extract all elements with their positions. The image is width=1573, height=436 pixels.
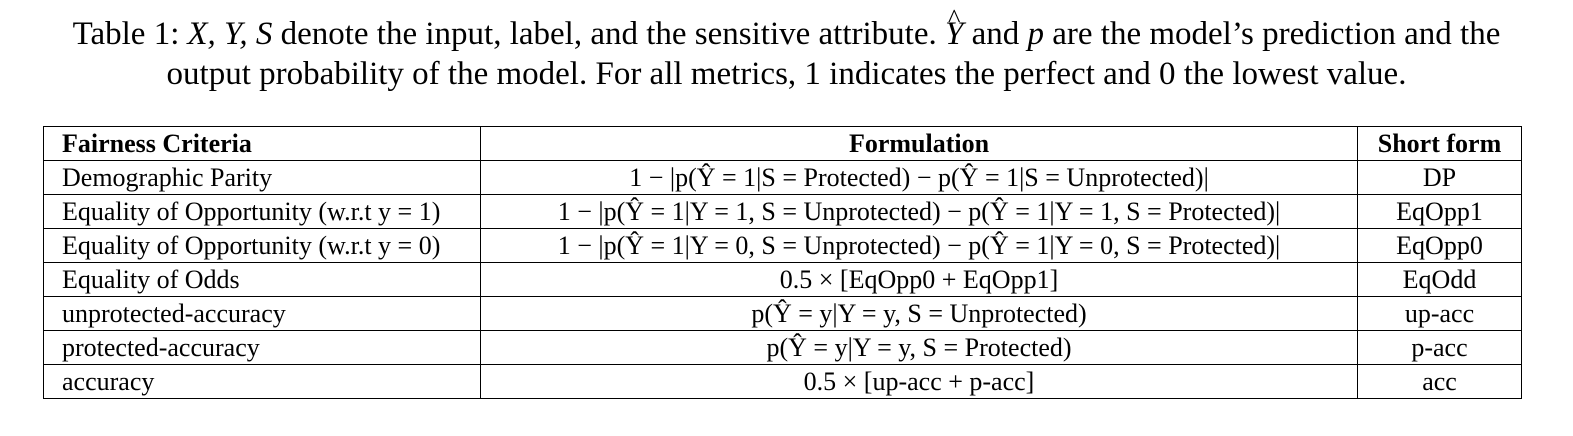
table-row (44, 331, 1522, 365)
formulation-cell: p(Ŷ = y|Y = y, S = Protected) (481, 331, 1358, 365)
caption-var-yhat: ^ Y (945, 14, 963, 54)
short-form-cell: EqOdd (1358, 263, 1522, 297)
table-caption (20, 14, 1553, 94)
formulation-cell: 0.5 × [up-acc + p-acc] (481, 365, 1358, 399)
criteria-cell: protected-accuracy (44, 331, 481, 365)
short-form-cell: EqOpp1 (1358, 195, 1522, 229)
formulation-cell: 1 − |p(Ŷ = 1|Y = 0, S = Unprotected) − p(Ŷ = 1|Y = 0, S = Protected)| (481, 229, 1358, 263)
short-form-cell: DP (1358, 161, 1522, 195)
caption-line-2: output probability of the model. For all metrics, 1 indicates the perfect and 0 the lowest value. (166, 56, 1407, 92)
fairness-metrics-table (43, 126, 1522, 399)
caption-line-1 (20, 14, 1553, 54)
table-row (44, 161, 1522, 195)
table-row (44, 229, 1522, 263)
short-form-cell: EqOpp0 (1358, 229, 1522, 263)
header-formulation: Formulation (481, 127, 1358, 161)
table-row (44, 297, 1522, 331)
criteria-cell: Equality of Opportunity (w.r.t y = 0) (44, 229, 481, 263)
formulation-cell: 1 − |p(Ŷ = 1|S = Protected) − p(Ŷ = 1|S = Unprotected)| (481, 161, 1358, 195)
formulation-cell: 0.5 × [EqOpp0 + EqOpp1] (481, 263, 1358, 297)
short-form-cell: p-acc (1358, 331, 1522, 365)
header-short-form: Short form (1358, 127, 1522, 161)
caption-vars-xys: X, Y, S (187, 16, 273, 52)
table-header-row (44, 127, 1522, 161)
criteria-cell: Equality of Opportunity (w.r.t y = 1) (44, 195, 481, 229)
header-fairness-criteria: Fairness Criteria (44, 127, 481, 161)
caption-line1-end: are the model’s prediction and the (1052, 16, 1501, 52)
caption-var-p: p (1027, 16, 1045, 52)
criteria-cell: accuracy (44, 365, 481, 399)
criteria-cell: Demographic Parity (44, 161, 481, 195)
short-form-cell: up-acc (1358, 297, 1522, 331)
formulation-cell: 1 − |p(Ŷ = 1|Y = 1, S = Unprotected) − p(Ŷ = 1|Y = 1, S = Protected)| (481, 195, 1358, 229)
caption-prefix: Table 1: (72, 16, 180, 52)
table-row (44, 365, 1522, 399)
table-row (44, 195, 1522, 229)
short-form-cell: acc (1358, 365, 1522, 399)
formulation-cell: p(Ŷ = y|Y = y, S = Unprotected) (481, 297, 1358, 331)
criteria-cell: Equality of Odds (44, 263, 481, 297)
criteria-cell: unprotected-accuracy (44, 297, 481, 331)
caption-and: and (971, 16, 1020, 52)
caption-line1-text: denote the input, label, and the sensitive attribute. (280, 16, 937, 52)
table-row (44, 263, 1522, 297)
